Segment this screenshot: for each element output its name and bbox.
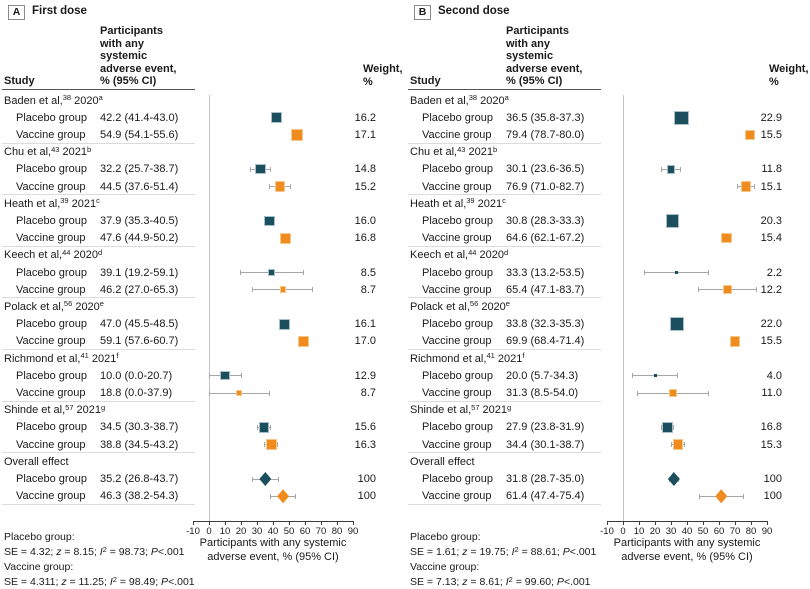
placebo-square-marker <box>675 112 688 125</box>
x-axis-tick-label: 40 <box>267 526 279 537</box>
placebo-square-marker <box>265 217 274 226</box>
ci-cap-low <box>661 167 662 172</box>
weight-value: 8.7 <box>360 386 376 399</box>
ci-cap-low <box>644 270 645 275</box>
study-separator <box>408 349 601 350</box>
study-separator <box>408 297 601 298</box>
overall-effect-label: Overall effect <box>4 455 69 468</box>
x-axis-tick-label: 10 <box>219 526 231 537</box>
group-label: Placebo group <box>422 266 493 279</box>
group-label: Placebo group <box>422 369 493 382</box>
column-header-weight-line: Weight, <box>769 63 809 75</box>
group-label: Vaccine group <box>422 335 492 348</box>
group-label: Placebo group <box>16 318 87 331</box>
vaccine-square-marker <box>281 287 286 292</box>
heterogeneity-stats: SE = 4.32; z = 8.15; $I^2 = 98.73$; P<.001 <box>4 544 185 558</box>
vaccine-overall-diamond-marker <box>715 489 727 503</box>
study-separator <box>2 504 195 505</box>
placebo-square-marker <box>260 423 269 432</box>
placebo-square-marker <box>269 270 274 275</box>
ci-cap-high <box>673 425 674 430</box>
study-separator <box>408 504 601 505</box>
group-label: Vaccine group <box>422 232 492 245</box>
study-name: Baden et al,$^{38}$ 2020$^a$ <box>4 93 103 107</box>
estimate-ci-value: 42.2 (41.4-43.0) <box>100 111 179 124</box>
weight-value: 8.5 <box>360 266 376 279</box>
group-label: Placebo group <box>422 318 493 331</box>
weight-value: 16.0 <box>354 214 376 227</box>
panel-first-dose <box>2 0 404 587</box>
column-header-weight <box>769 63 809 88</box>
weight-value: 12.9 <box>354 369 376 382</box>
column-header-weight-line: % <box>769 75 779 88</box>
x-axis-tick <box>687 521 688 525</box>
column-header-study: Study <box>410 75 441 87</box>
column-header-estimate-line: Participants <box>506 25 569 37</box>
group-label: Vaccine group <box>16 335 86 348</box>
ci-cap-low <box>252 287 253 292</box>
ci-cap-high <box>269 391 270 396</box>
x-axis-tick-label: 20 <box>235 526 247 537</box>
group-label: Vaccine group <box>16 490 86 503</box>
study-separator <box>2 297 195 298</box>
estimate-ci-value: 39.1 (19.2-59.1) <box>100 266 179 279</box>
estimate-ci-value: 54.9 (54.1-55.6) <box>100 128 179 141</box>
study-name: Chu et al,$^{43}$ 2021$^b$ <box>4 144 92 159</box>
study-separator <box>2 349 195 350</box>
zero-reference-line <box>209 95 210 521</box>
group-label: Placebo group <box>422 214 493 227</box>
ci-cap-high <box>684 442 685 447</box>
ci-cap-high <box>290 184 291 189</box>
panel-title-first-dose: First dose <box>32 5 87 17</box>
group-label: Vaccine group <box>422 180 492 193</box>
vaccine-square-marker <box>276 182 284 190</box>
estimate-ci-value: 35.2 (26.8-43.7) <box>100 472 179 485</box>
study-name: Heath et al,$^{39}$ 2021$^c$ <box>410 196 506 210</box>
x-axis-tick <box>337 521 338 525</box>
weight-value: 100 <box>357 490 376 503</box>
group-label: Placebo group <box>16 472 87 485</box>
study-name: Baden et al,$^{38}$ 2020$^a$ <box>410 93 509 107</box>
estimate-ci-value: 34.5 (30.3-38.7) <box>100 421 179 434</box>
vaccine-square-marker <box>731 337 740 346</box>
stats-vaccine-label: Vaccine group: <box>4 561 74 573</box>
group-label: Placebo group <box>422 421 493 434</box>
vaccine-square-marker <box>674 440 682 448</box>
study-name: Shinde et al,$^{57}$ 2021$^g$ <box>4 402 106 417</box>
column-header-estimate-line: adverse event, <box>506 62 583 75</box>
study-separator <box>408 452 601 453</box>
study-separator <box>2 452 195 453</box>
ci-cap-low <box>637 391 638 396</box>
column-header-estimate-line: adverse event, <box>100 62 177 75</box>
column-header-rule <box>2 89 195 90</box>
column-header-estimate <box>100 25 176 88</box>
group-label: Vaccine group <box>422 438 492 451</box>
weight-value: 17.1 <box>354 128 376 141</box>
x-axis-tick-label: -10 <box>600 526 614 537</box>
study-separator <box>2 246 195 247</box>
ci-cap-low <box>661 425 662 430</box>
panel-second-dose <box>408 0 810 587</box>
group-label: Vaccine group <box>422 128 492 141</box>
x-axis-tick <box>193 521 194 525</box>
study-name: Polack et al,$^{56}$ 2020e <box>410 299 510 313</box>
weight-value: 20.3 <box>760 214 782 227</box>
stats-vaccine-label: Vaccine group: <box>410 561 480 573</box>
group-label: Placebo group <box>422 163 493 176</box>
weight-value: 100 <box>763 490 782 503</box>
ci-cap-high <box>708 391 709 396</box>
ci-cap-high <box>708 270 709 275</box>
estimate-ci-value: 37.9 (35.3-40.5) <box>100 214 179 227</box>
x-axis-tick-label: -10 <box>186 526 200 537</box>
estimate-ci-value: 38.8 (34.5-43.2) <box>100 438 179 451</box>
group-label: Vaccine group <box>16 128 86 141</box>
x-axis-tick-label: 0 <box>620 526 626 537</box>
x-axis-tick <box>305 521 306 525</box>
x-axis-tick-label: 30 <box>251 526 263 537</box>
ci-cap-high <box>743 494 744 499</box>
ci-cap-high <box>270 167 271 172</box>
x-axis-tick <box>735 521 736 525</box>
group-label: Vaccine group <box>16 180 86 193</box>
estimate-ci-value: 32.2 (25.7-38.7) <box>100 163 179 176</box>
weight-value: 100 <box>763 472 782 485</box>
estimate-ci-value: 20.0 (5.7-34.3) <box>506 369 579 382</box>
ci-cap-high <box>295 494 296 499</box>
estimate-ci-value: 31.3 (8.5-54.0) <box>506 386 579 399</box>
ci-cap-low <box>698 287 699 292</box>
x-axis-title: adverse event, % (95% CI) <box>207 550 339 563</box>
weight-value: 11.8 <box>761 163 782 176</box>
vaccine-square-marker <box>746 131 755 140</box>
group-label: Vaccine group <box>422 490 492 503</box>
group-label: Vaccine group <box>422 386 492 399</box>
group-label: Vaccine group <box>16 438 86 451</box>
ci-cap-high <box>241 373 242 378</box>
estimate-ci-value: 33.8 (32.3-35.3) <box>506 318 585 331</box>
estimate-ci-value: 34.4 (30.1-38.7) <box>506 438 585 451</box>
group-label: Vaccine group <box>422 283 492 296</box>
ci-cap-high <box>754 184 755 189</box>
group-label: Placebo group <box>16 214 87 227</box>
group-label: Placebo group <box>16 369 87 382</box>
group-label: Placebo group <box>16 163 87 176</box>
vaccine-square-marker <box>292 130 301 139</box>
estimate-ci-value: 47.0 (45.5-48.5) <box>100 318 179 331</box>
x-axis-tick-label: 50 <box>283 526 295 537</box>
column-header-estimate-line: % (95% CI) <box>506 75 563 87</box>
ci-cap-low <box>209 373 210 378</box>
x-axis-tick <box>639 521 640 525</box>
forest-plot-a <box>2 0 404 587</box>
column-header-study: Study <box>4 75 35 87</box>
weight-value: 15.3 <box>760 438 782 451</box>
study-name: Shinde et al,$^{57}$ 2021$^g$ <box>410 402 512 417</box>
weight-value: 16.8 <box>354 232 376 245</box>
estimate-ci-value: 46.3 (38.2-54.3) <box>100 490 179 503</box>
vaccine-square-marker <box>299 337 308 346</box>
estimate-ci-value: 30.1 (23.6-36.5) <box>506 163 585 176</box>
column-header-estimate-line: with any <box>506 37 551 50</box>
x-axis-tick <box>209 521 210 525</box>
panel-title-second-dose: Second dose <box>438 5 510 17</box>
placebo-square-marker <box>654 374 657 377</box>
ci-cap-high <box>277 442 278 447</box>
column-header-estimate-line: % (95% CI) <box>100 75 157 87</box>
study-name: Chu et al,$^{43}$ 2021$^b$ <box>410 144 498 159</box>
group-label: Placebo group <box>16 266 87 279</box>
estimate-ci-value: 33.3 (13.2-53.5) <box>506 266 585 279</box>
study-name: Richmond et al,$^{41}$ 2021$^f$ <box>4 351 119 365</box>
placebo-square-marker <box>668 166 674 172</box>
x-axis-tick-label: 20 <box>649 526 661 537</box>
x-axis-tick-label: 80 <box>745 526 757 537</box>
estimate-ci-value: 31.8 (28.7-35.0) <box>506 472 585 485</box>
weight-value: 16.8 <box>760 421 782 434</box>
x-axis-tick-label: 60 <box>299 526 311 537</box>
estimate-ci-value: 59.1 (57.6-60.7) <box>100 335 179 348</box>
x-axis-tick <box>353 521 354 525</box>
ci-cap-low <box>264 442 265 447</box>
ci-cap-high <box>677 373 678 378</box>
x-axis-tick <box>607 521 608 525</box>
x-axis-tick-label: 40 <box>681 526 693 537</box>
heterogeneity-stats: SE = 1.61; z = 19.75; $I^2 = 88.61$; P<.001 <box>410 544 597 558</box>
x-axis-tick-label: 60 <box>713 526 725 537</box>
overall-effect-label: Overall effect <box>410 455 475 468</box>
placebo-square-marker <box>272 113 281 122</box>
vaccine-square-marker <box>267 440 276 449</box>
heterogeneity-stats: SE = 7.13; z = 8.61; $I^2 = 99.60$; P<.001 <box>410 574 591 588</box>
estimate-ci-value: 10.0 (0.0-20.7) <box>100 369 173 382</box>
estimate-ci-value: 36.5 (35.8-37.3) <box>506 111 585 124</box>
x-axis-tick <box>289 521 290 525</box>
group-label: Vaccine group <box>16 386 86 399</box>
weight-value: 16.1 <box>354 318 376 331</box>
weight-value: 16.2 <box>354 111 376 124</box>
column-header-estimate <box>506 25 582 88</box>
study-name: Richmond et al,$^{41}$ 2021$^f$ <box>410 351 525 365</box>
estimate-ci-value: 18.8 (0.0-37.9) <box>100 386 173 399</box>
x-axis-tick-label: 70 <box>315 526 327 537</box>
column-header-weight <box>363 63 403 88</box>
estimate-ci-value: 47.6 (44.9-50.2) <box>100 232 179 245</box>
estimate-ci-value: 30.8 (28.3-33.3) <box>506 214 585 227</box>
ci-cap-low <box>252 477 253 482</box>
x-axis-tick <box>719 521 720 525</box>
x-axis-tick-label: 0 <box>206 526 212 537</box>
x-axis-tick-label: 50 <box>697 526 709 537</box>
weight-value: 17.0 <box>354 335 376 348</box>
weight-value: 15.1 <box>760 180 782 193</box>
estimate-ci-value: 76.9 (71.0-82.7) <box>506 180 585 193</box>
ci-cap-low <box>209 391 210 396</box>
estimate-ci-value: 44.5 (37.6-51.4) <box>100 180 179 193</box>
study-separator <box>408 246 601 247</box>
study-separator <box>408 401 601 402</box>
x-axis-tick <box>241 521 242 525</box>
ci-cap-high <box>312 287 313 292</box>
estimate-ci-value: 61.4 (47.4-75.4) <box>506 490 585 503</box>
weight-value: 15.2 <box>354 180 376 193</box>
x-axis-tick-label: 70 <box>729 526 741 537</box>
placebo-square-marker <box>671 318 683 330</box>
x-axis-tick-label: 90 <box>761 526 773 537</box>
ci-cap-high <box>270 425 271 430</box>
vaccine-square-marker <box>724 286 731 293</box>
group-label: Placebo group <box>16 111 87 124</box>
weight-value: 14.8 <box>354 163 376 176</box>
weight-value: 11.0 <box>761 386 782 399</box>
estimate-ci-value: 79.4 (78.7-80.0) <box>506 128 585 141</box>
ci-cap-high <box>680 167 681 172</box>
weight-value: 15.5 <box>760 335 782 348</box>
panel-tag-a: A <box>8 5 25 20</box>
weight-value: 4.0 <box>766 369 782 382</box>
x-axis-tick <box>257 521 258 525</box>
ci-cap-low <box>737 184 738 189</box>
weight-value: 8.7 <box>360 283 376 296</box>
study-separator <box>2 401 195 402</box>
zero-reference-line <box>623 95 624 521</box>
x-axis-title: adverse event, % (95% CI) <box>621 550 753 563</box>
vaccine-square-marker <box>742 182 750 190</box>
study-separator <box>2 143 195 144</box>
vaccine-square-marker <box>237 391 242 396</box>
column-header-weight-line: % <box>363 75 373 88</box>
column-header-estimate-line: systemic <box>100 50 148 62</box>
x-axis-tick <box>655 521 656 525</box>
ci-cap-low <box>269 184 270 189</box>
ci-cap-high <box>303 270 304 275</box>
stats-placebo-label: Placebo group: <box>4 531 75 543</box>
group-label: Vaccine group <box>16 232 86 245</box>
study-name: Keech et al,$^{44}$ 2020$^d$ <box>4 247 103 262</box>
ci-cap-low <box>270 494 271 499</box>
placebo-overall-diamond-marker <box>259 472 271 486</box>
weight-value: 22.9 <box>760 111 782 124</box>
estimate-ci-value: 65.4 (47.1-83.7) <box>506 283 585 296</box>
x-axis-tick <box>225 521 226 525</box>
column-header-rule <box>408 89 601 90</box>
estimate-ci-value: 27.9 (23.8-31.9) <box>506 421 585 434</box>
x-axis-tick <box>273 521 274 525</box>
study-name: Keech et al,$^{44}$ 2020$^d$ <box>410 247 509 262</box>
ci-cap-high <box>756 287 757 292</box>
weight-value: 15.5 <box>760 128 782 141</box>
vaccine-square-marker <box>670 390 676 396</box>
weight-value: 12.2 <box>760 283 782 296</box>
weight-value: 22.0 <box>760 318 782 331</box>
group-label: Placebo group <box>422 111 493 124</box>
group-label: Placebo group <box>422 472 493 485</box>
x-axis-title: Participants with any systemic <box>613 537 761 549</box>
stats-placebo-label: Placebo group: <box>410 531 481 543</box>
estimate-ci-value: 64.6 (62.1-67.2) <box>506 232 585 245</box>
x-axis-tick <box>751 521 752 525</box>
forest-plot-b <box>408 0 810 587</box>
x-axis-tick <box>321 521 322 525</box>
column-header-estimate-line: Participants <box>100 25 163 37</box>
x-axis-title: Participants with any systemic <box>199 537 347 549</box>
x-axis-tick <box>767 521 768 525</box>
placebo-overall-diamond-marker <box>668 472 680 486</box>
weight-value: 16.3 <box>354 438 376 451</box>
panel-tag-b: B <box>414 5 431 20</box>
study-name: Heath et al,$^{39}$ 2021$^c$ <box>4 196 100 210</box>
x-axis-tick <box>671 521 672 525</box>
vaccine-square-marker <box>281 234 290 243</box>
placebo-square-marker <box>221 372 228 379</box>
ci-cap-low <box>250 167 251 172</box>
study-separator <box>408 143 601 144</box>
ci-cap-low <box>257 425 258 430</box>
group-label: Placebo group <box>16 421 87 434</box>
estimate-ci-value: 46.2 (27.0-65.3) <box>100 283 179 296</box>
column-header-estimate-line: with any <box>100 37 145 50</box>
weight-value: 15.6 <box>354 421 376 434</box>
ci-cap-low <box>240 270 241 275</box>
weight-value: 2.2 <box>766 266 782 279</box>
x-axis-tick-label: 30 <box>665 526 677 537</box>
column-header-estimate-line: systemic <box>506 50 554 62</box>
ci-cap-high <box>278 477 279 482</box>
group-label: Vaccine group <box>16 283 86 296</box>
vaccine-square-marker <box>722 234 730 242</box>
vaccine-overall-diamond-marker <box>277 489 289 503</box>
column-header-weight-line: Weight, <box>363 63 403 75</box>
study-name: Polack et al,$^{56}$ 2020e <box>4 299 104 313</box>
placebo-square-marker <box>667 215 678 226</box>
weight-value: 15.4 <box>760 232 782 245</box>
placebo-square-marker <box>280 320 289 329</box>
x-axis-tick-label: 90 <box>347 526 359 537</box>
ci-cap-low <box>671 442 672 447</box>
ci-cap-low <box>632 373 633 378</box>
ci-cap-low <box>699 494 700 499</box>
estimate-ci-value: 69.9 (68.4-71.4) <box>506 335 585 348</box>
placebo-square-marker <box>256 165 264 173</box>
weight-value: 100 <box>357 472 376 485</box>
x-axis-tick-label: 80 <box>331 526 343 537</box>
x-axis-tick-label: 10 <box>633 526 645 537</box>
placebo-square-marker <box>663 423 672 432</box>
x-axis-tick <box>623 521 624 525</box>
placebo-square-marker <box>675 271 678 274</box>
heterogeneity-stats: SE = 4.311; z = 11.25; $I^2 = 98.49$; P<.001 <box>4 574 195 588</box>
x-axis-tick <box>703 521 704 525</box>
